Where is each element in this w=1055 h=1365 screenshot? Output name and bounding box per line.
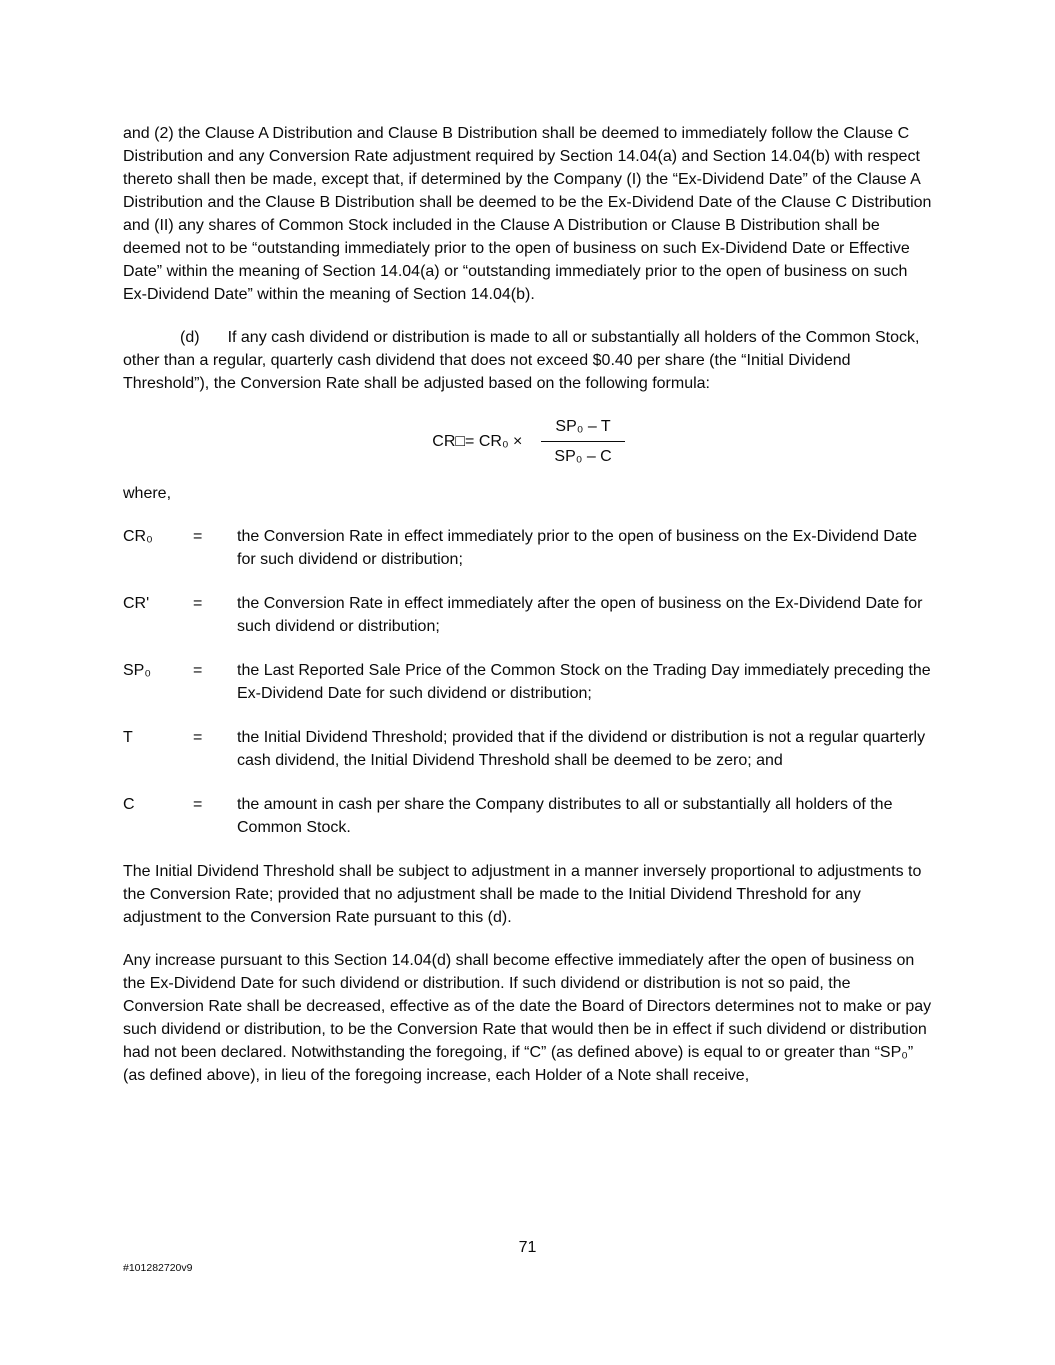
- conversion-rate-formula: [123, 415, 935, 468]
- paragraph-threshold-adjustment: The Initial Dividend Threshold shall be subject to adjustment in a manner inversely proportional to adjustments to the Conversion Rate; provided that no adjustment shall be made to the Initial Dividend Threshold for any adjustment to the Conversion Rate pursuant to this (d).: [123, 863, 922, 926]
- equals-sign: =: [193, 662, 203, 679]
- definition-text: the Conversion Rate in effect immediately prior to the open of business on the Ex-Dividend Date for such dividend or distribution;: [237, 528, 918, 568]
- definition-row-cr-prime: [123, 592, 935, 638]
- formula-fraction: [540, 415, 625, 468]
- where-label: where,: [123, 485, 172, 502]
- paragraph-d-label: (d): [180, 329, 200, 346]
- fraction-numerator: SP₀ – T: [541, 415, 624, 442]
- definition-row-c: [123, 793, 935, 839]
- definition-row-sp0: [123, 659, 935, 705]
- paragraph-d-text: If any cash dividend or distribution is made to all or substantially all holders of the Common Stock, other than a regular, quarterly cash dividend that does not exceed $0.40 per share (the “Initial Dividend Threshold”), the Conversion Rate shall be adjusted based on the following formula:: [123, 329, 920, 392]
- definition-text: the Initial Dividend Threshold; provided that if the dividend or distribution is not a regular quarterly cash dividend, the Initial Dividend Threshold shall be deemed to be zero; and: [237, 729, 926, 769]
- definition-term: T: [123, 729, 133, 746]
- definition-text: the amount in cash per share the Company distributes to all or substantially all holders of the Common Stock.: [237, 796, 893, 836]
- equals-sign: =: [193, 796, 203, 813]
- definition-term: CR₀: [123, 528, 153, 545]
- document-body: [123, 122, 935, 1107]
- definition-text: the Last Reported Sale Price of the Common Stock on the Trading Day immediately preceding the Ex-Dividend Date for such dividend or distribution;: [237, 662, 931, 702]
- definition-term: C: [123, 796, 135, 813]
- definition-text: the Conversion Rate in effect immediately after the open of business on the Ex-Dividend Date for such dividend or distribution;: [237, 595, 923, 635]
- definition-term: CR': [123, 595, 150, 612]
- document-id-stamp: #101282720v9: [123, 1262, 193, 1274]
- paragraph-increase-effective: Any increase pursuant to this Section 14.04(d) shall become effective immediately after the open of business on the Ex-Dividend Date for such dividend or distribution. If such dividend or distribution is not so paid, the Conversion Rate shall be decreased, effective as of the date the Board of Directors determines not to make or pay such dividend or distribution, to be the Conversion Rate that would then be in effect if such dividend or distribution had not been declared. Notwithstanding the foregoing, if “C” (as defined above) is equal to or greater than “SP₀” (as defined above), in lieu of the foregoing increase, each Holder of a Note shall receive,: [123, 952, 932, 1084]
- paragraph-continuation: and (2) the Clause A Distribution and Clause B Distribution shall be deemed to immediately follow the Clause C Distribution and any Conversion Rate adjustment required by Section 14.04(a) and Section 14.04(b) with respect thereto shall then be made, except that, if determined by the Company (I) the “Ex-Dividend Date” of the Clause A Distribution and the Clause B Distribution shall be deemed to be the Ex-Dividend Date of the Clause C Distribution and (II) any shares of Common Stock included in the Clause A Distribution or Clause B Distribution shall be deemed not to be “outstanding immediately prior to the open of business on such Ex-Dividend Date or Effective Date” within the meaning of Section 14.04(a) or “outstanding immediately prior to the open of business on such Ex-Dividend Date” within the meaning of Section 14.04(b).: [123, 125, 932, 303]
- definition-row-t: [123, 726, 935, 772]
- equals-sign: =: [193, 595, 203, 612]
- page-number: 71: [518, 1239, 537, 1256]
- fraction-denominator: SP₀ – C: [554, 448, 612, 465]
- definition-row-cr0: [123, 525, 935, 571]
- equals-sign: =: [193, 729, 203, 746]
- definition-term: SP₀: [123, 662, 151, 679]
- equals-sign: =: [193, 528, 203, 545]
- formula-left-side: CR□= CR₀ ×: [432, 433, 523, 450]
- paragraph-d: [123, 326, 935, 395]
